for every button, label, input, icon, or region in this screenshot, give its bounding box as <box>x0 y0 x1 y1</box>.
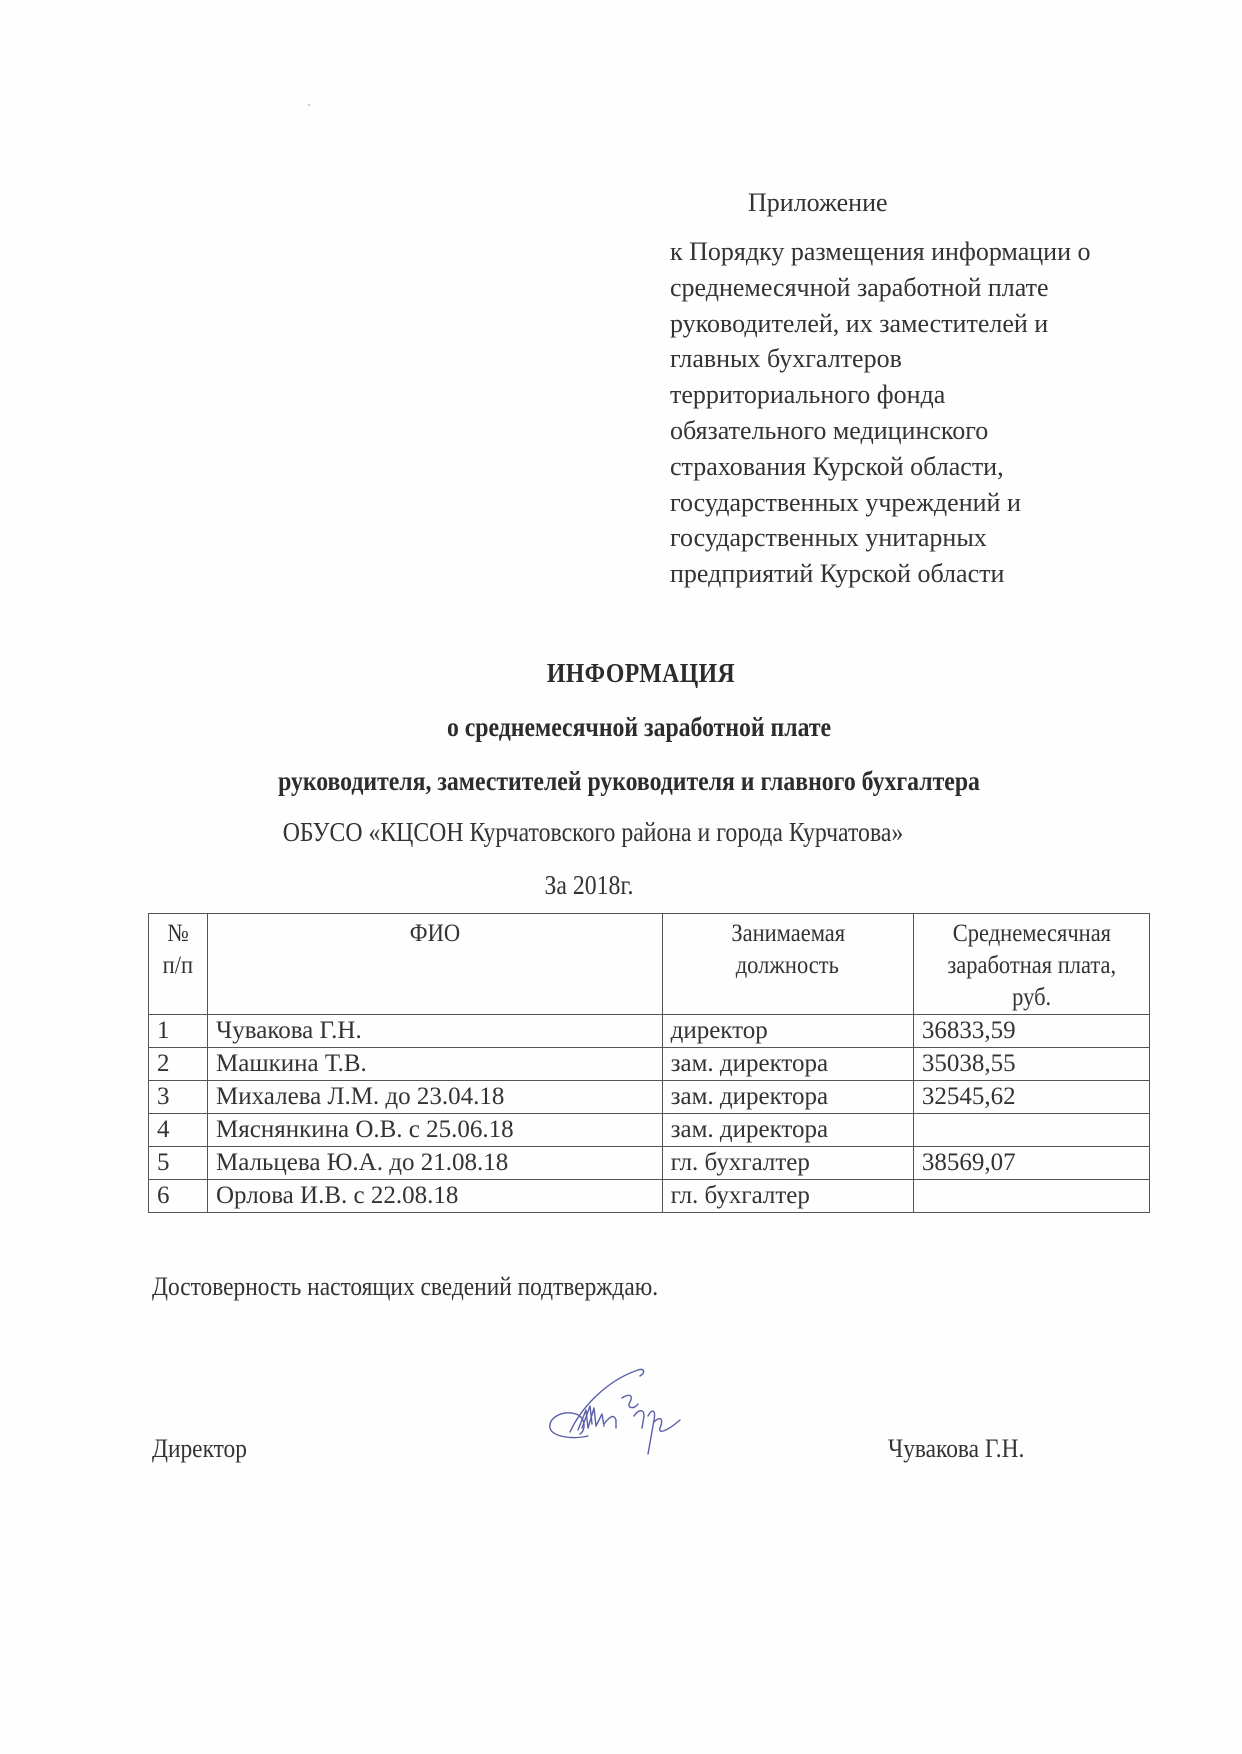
cell-salary <box>913 1114 1149 1147</box>
cell-position: гл. бухгалтер <box>662 1147 913 1180</box>
table-header-row <box>149 914 1150 1015</box>
appendix-line: территориального фонда <box>670 380 946 410</box>
cell-salary: 35038,55 <box>913 1048 1149 1081</box>
cell-position: зам. директора <box>662 1048 913 1081</box>
cell-salary: 38569,07 <box>913 1147 1149 1180</box>
appendix-line: предприятий Курской области <box>670 559 1005 589</box>
table-row <box>149 1015 1150 1048</box>
signer-role: Директор <box>152 1434 247 1463</box>
cell-full-name: Мальцева Ю.А. до 21.08.18 <box>208 1147 663 1180</box>
cell-number: 4 <box>149 1114 208 1147</box>
report-period: За 2018г. <box>544 870 634 900</box>
cell-position: зам. директора <box>662 1114 913 1147</box>
appendix-description <box>670 234 1190 592</box>
handwritten-signature-icon <box>530 1358 700 1458</box>
cell-salary: 36833,59 <box>913 1015 1149 1048</box>
cell-number: 5 <box>149 1147 208 1180</box>
appendix-line: страхования Курской области, <box>670 451 1004 481</box>
document-title: ИНФОРМАЦИЯ <box>546 658 736 688</box>
cell-number: 1 <box>149 1015 208 1048</box>
cell-position: директор <box>662 1015 913 1048</box>
cell-full-name: Мяснянкина О.В. с 25.06.18 <box>208 1114 663 1147</box>
cell-salary <box>913 1180 1149 1213</box>
appendix-line: государственных учреждений и <box>670 487 1021 517</box>
document-subtitle-positions: руководителя, заместителей руководителя и главного бухгалтера <box>278 766 980 796</box>
appendix-line: руководителей, их заместителей и <box>670 308 1049 338</box>
appendix-line: среднемесячной заработной плате <box>670 272 1049 302</box>
appendix-line: главных бухгалтеров <box>670 344 902 374</box>
cell-number: 6 <box>149 1180 208 1213</box>
document-subtitle: о среднемесячной заработной плате <box>446 712 832 742</box>
signer-name: Чувакова Г.Н. <box>888 1434 1025 1463</box>
cell-salary: 32545,62 <box>913 1081 1149 1114</box>
cell-full-name: Михалева Л.М. до 23.04.18 <box>208 1081 663 1114</box>
table-row <box>149 1147 1150 1180</box>
header-position: Занимаемая должность <box>662 914 913 1015</box>
scan-speck <box>308 104 310 106</box>
header-average-salary: Среднемесячная заработная плата, руб. <box>913 914 1149 1015</box>
table-row <box>149 1048 1150 1081</box>
cell-full-name: Машкина Т.В. <box>208 1048 663 1081</box>
cell-position: зам. директора <box>662 1081 913 1114</box>
header-number: № п/п <box>149 914 208 1015</box>
confirmation-statement: Достоверность настоящих сведений подтверждаю. <box>152 1272 659 1301</box>
cell-number: 3 <box>149 1081 208 1114</box>
salary-table <box>148 913 1150 1213</box>
appendix-title: Приложение <box>748 188 888 217</box>
table-row <box>149 1081 1150 1114</box>
appendix-line: к Порядку размещения информации о <box>670 237 1091 266</box>
appendix-line: обязательного медицинского <box>670 415 989 445</box>
header-full-name: ФИО <box>208 914 663 1015</box>
appendix-line: государственных унитарных <box>670 523 987 553</box>
cell-full-name: Орлова И.В. с 22.08.18 <box>208 1180 663 1213</box>
cell-position: гл. бухгалтер <box>662 1180 913 1213</box>
organization-name: ОБУСО «КЦСОН Курчатовского района и города Курчатова» <box>282 817 904 847</box>
cell-full-name: Чувакова Г.Н. <box>208 1015 663 1048</box>
table-row <box>149 1180 1150 1213</box>
cell-number: 2 <box>149 1048 208 1081</box>
table-row <box>149 1114 1150 1147</box>
